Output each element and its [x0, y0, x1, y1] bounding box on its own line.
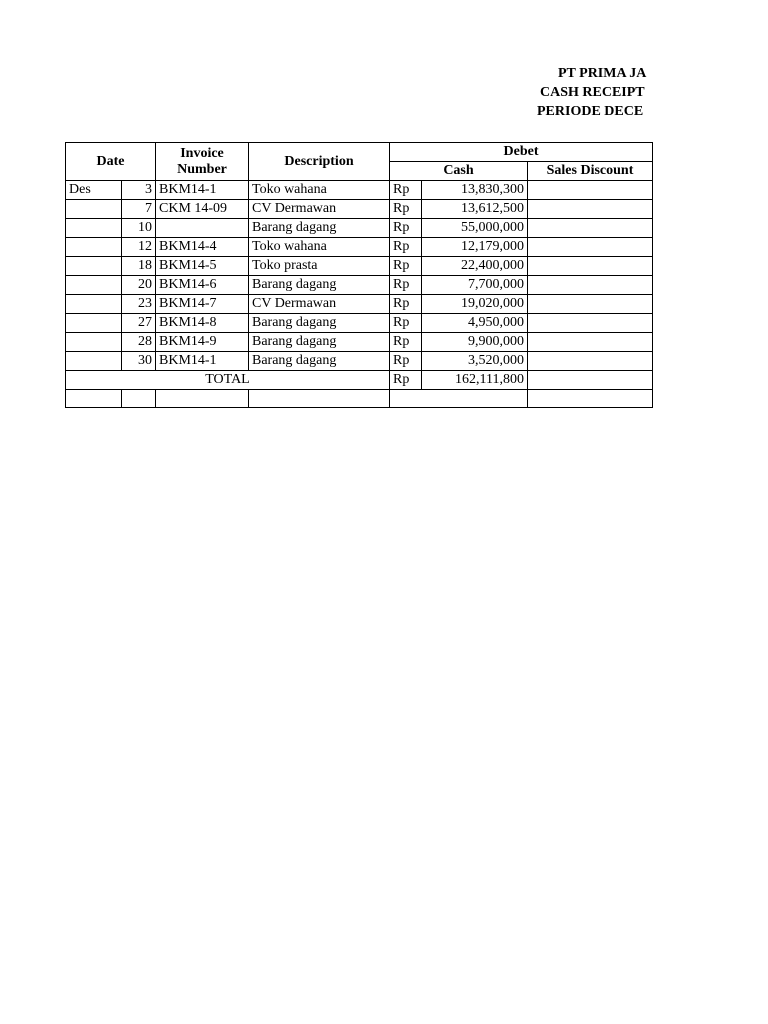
table-row	[66, 333, 653, 352]
row-cash: 22,400,000	[422, 257, 528, 276]
row-day: 18	[122, 257, 156, 276]
empty-cell	[156, 390, 249, 408]
total-cash: 162,111,800	[422, 371, 528, 390]
table-row	[66, 257, 653, 276]
row-description: Barang dagang	[249, 314, 390, 333]
row-month	[66, 333, 122, 352]
row-invoice: BKM14-5	[156, 257, 249, 276]
empty-cell	[390, 390, 528, 408]
row-cash: 13,830,300	[422, 181, 528, 200]
row-description: Barang dagang	[249, 333, 390, 352]
row-invoice: BKM14-4	[156, 238, 249, 257]
row-invoice: BKM14-7	[156, 295, 249, 314]
row-description: Barang dagang	[249, 352, 390, 371]
row-discount	[528, 200, 653, 219]
row-currency: Rp	[390, 219, 422, 238]
row-discount	[528, 219, 653, 238]
row-description: CV Dermawan	[249, 200, 390, 219]
row-day: 10	[122, 219, 156, 238]
row-discount	[528, 257, 653, 276]
row-currency: Rp	[390, 276, 422, 295]
row-day: 7	[122, 200, 156, 219]
row-day: 3	[122, 181, 156, 200]
column-header-cash: Cash	[390, 162, 528, 181]
row-cash: 7,700,000	[422, 276, 528, 295]
row-month: Des	[66, 181, 122, 200]
cash-receipt-table	[65, 142, 653, 408]
row-discount	[528, 333, 653, 352]
row-invoice: BKM14-6	[156, 276, 249, 295]
row-cash: 3,520,000	[422, 352, 528, 371]
row-day: 28	[122, 333, 156, 352]
row-currency: Rp	[390, 238, 422, 257]
row-month	[66, 295, 122, 314]
row-discount	[528, 352, 653, 371]
table-row	[66, 295, 653, 314]
row-day: 12	[122, 238, 156, 257]
table-row	[66, 181, 653, 200]
row-discount	[528, 181, 653, 200]
row-invoice: BKM14-8	[156, 314, 249, 333]
total-discount	[528, 371, 653, 390]
row-invoice: BKM14-1	[156, 352, 249, 371]
column-header-description: Description	[249, 143, 390, 181]
column-header-sales-discount: Sales Discount	[528, 162, 653, 181]
row-cash: 12,179,000	[422, 238, 528, 257]
row-invoice: BKM14-1	[156, 181, 249, 200]
table-row	[66, 314, 653, 333]
row-currency: Rp	[390, 352, 422, 371]
row-day: 20	[122, 276, 156, 295]
row-description: Barang dagang	[249, 276, 390, 295]
row-cash: 4,950,000	[422, 314, 528, 333]
row-currency: Rp	[390, 257, 422, 276]
column-header-invoice	[156, 143, 249, 181]
row-currency: Rp	[390, 181, 422, 200]
row-month	[66, 276, 122, 295]
row-currency: Rp	[390, 200, 422, 219]
row-day: 23	[122, 295, 156, 314]
row-day: 27	[122, 314, 156, 333]
table-row	[66, 238, 653, 257]
empty-cell	[528, 390, 653, 408]
company-name: PT PRIMA JA	[558, 66, 647, 81]
row-description: Toko prasta	[249, 257, 390, 276]
row-description: CV Dermawan	[249, 295, 390, 314]
row-discount	[528, 295, 653, 314]
row-cash: 9,900,000	[422, 333, 528, 352]
row-month	[66, 257, 122, 276]
row-discount	[528, 276, 653, 295]
column-header-debet: Debet	[390, 143, 653, 162]
total-label: TOTAL	[66, 371, 390, 390]
total-row	[66, 371, 653, 390]
empty-row	[66, 390, 653, 408]
empty-cell	[249, 390, 390, 408]
row-cash: 55,000,000	[422, 219, 528, 238]
row-currency: Rp	[390, 314, 422, 333]
row-currency: Rp	[390, 333, 422, 352]
row-day: 30	[122, 352, 156, 371]
column-header-invoice-label: Invoice Number	[177, 145, 227, 177]
total-currency: Rp	[390, 371, 422, 390]
table-row	[66, 352, 653, 371]
row-invoice: CKM 14-09	[156, 200, 249, 219]
table-row	[66, 219, 653, 238]
table-row	[66, 276, 653, 295]
row-cash: 13,612,500	[422, 200, 528, 219]
row-discount	[528, 238, 653, 257]
empty-cell	[122, 390, 156, 408]
period-title: PERIODE DECE	[537, 104, 644, 119]
row-invoice: BKM14-9	[156, 333, 249, 352]
journal-title: CASH RECEIPT	[540, 85, 645, 100]
row-description: Barang dagang	[249, 219, 390, 238]
row-month	[66, 200, 122, 219]
row-month	[66, 238, 122, 257]
row-discount	[528, 314, 653, 333]
table-row	[66, 200, 653, 219]
row-month	[66, 352, 122, 371]
row-month	[66, 219, 122, 238]
report-header	[0, 65, 654, 125]
row-invoice	[156, 219, 249, 238]
row-currency: Rp	[390, 295, 422, 314]
column-header-date: Date	[66, 143, 156, 181]
row-description: Toko wahana	[249, 238, 390, 257]
row-month	[66, 314, 122, 333]
row-cash: 19,020,000	[422, 295, 528, 314]
row-description: Toko wahana	[249, 181, 390, 200]
table-body	[66, 181, 653, 371]
empty-cell	[66, 390, 122, 408]
